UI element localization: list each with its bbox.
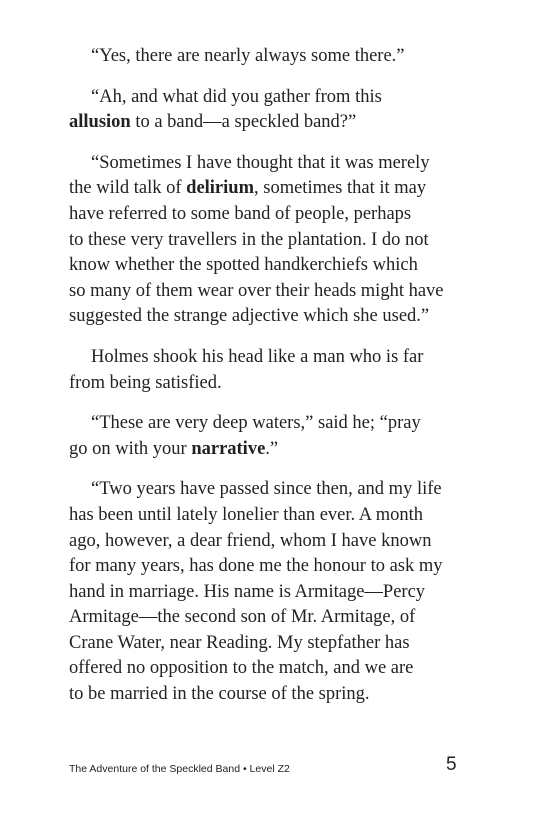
text-run: has been until lately lonelier than ever. A month <box>69 504 423 525</box>
text-run: so many of them wear over their heads might have <box>69 280 444 301</box>
text-run: for many years, has done me the honour to ask my <box>69 556 443 577</box>
vocabulary-word: delirium <box>186 178 254 199</box>
text-run: ago, however, a dear friend, whom I have known <box>69 530 432 551</box>
text-run: to these very travellers in the plantation. I do not <box>69 229 429 250</box>
page-number: 5 <box>446 754 457 775</box>
text-line <box>69 202 469 228</box>
paragraph <box>69 85 469 136</box>
text-run: have referred to some band of people, perhaps <box>69 203 412 224</box>
text-line <box>69 477 469 503</box>
text-line <box>69 682 469 708</box>
text-line <box>69 253 469 279</box>
text-line <box>69 437 469 463</box>
text-line <box>69 411 469 437</box>
paragraph <box>69 151 469 330</box>
text-line <box>69 656 469 682</box>
text-line <box>69 345 469 371</box>
text-run: go on with your <box>69 438 192 459</box>
text-run: hand in marriage. His name is Armitage—Percy <box>69 581 426 602</box>
text-run: Armitage—the second son of Mr. Armitage, of <box>69 607 416 628</box>
text-run: the wild talk of <box>69 178 187 199</box>
paragraph <box>69 411 469 462</box>
text-line <box>69 44 469 70</box>
text-line <box>69 176 469 202</box>
text-run: “Sometimes I have thought that it was merely <box>91 152 430 173</box>
text-line <box>69 605 469 631</box>
text-line <box>69 631 469 657</box>
text-line <box>69 371 469 397</box>
text-line <box>69 529 469 555</box>
text-run: “Ah, and what did you gather from this <box>91 86 382 107</box>
text-run: “Two years have passed since then, and my life <box>91 479 442 500</box>
text-run: , sometimes that it may <box>254 178 427 199</box>
text-run: “These are very deep waters,” said he; “pray <box>91 413 421 434</box>
text-run: “Yes, there are nearly always some there.” <box>91 46 405 66</box>
text-line <box>69 279 469 305</box>
text-run: Holmes shook his head like a man who is far <box>91 346 424 367</box>
text-line <box>69 503 469 529</box>
paragraph <box>69 44 469 70</box>
paragraph <box>69 477 469 707</box>
text-line <box>69 110 469 136</box>
text-run: to a band—a speckled band?” <box>130 112 357 133</box>
text-line <box>69 304 469 330</box>
text-run: offered no opposition to the match, and we are <box>69 658 414 679</box>
text-run: from being satisfied. <box>69 372 222 393</box>
text-run: Crane Water, near Reading. My stepfather has <box>69 632 410 653</box>
text-line <box>69 85 469 111</box>
vocabulary-word: narrative <box>191 438 266 459</box>
text-line <box>69 580 469 606</box>
vocabulary-word: allusion <box>69 112 131 133</box>
text-run: .” <box>265 438 279 459</box>
text-run: know whether the spotted handkerchiefs which <box>69 255 418 276</box>
body-text <box>69 44 469 723</box>
text-line <box>69 151 469 177</box>
text-line <box>69 554 469 580</box>
paragraph <box>69 345 469 396</box>
text-run: to be married in the course of the spring. <box>69 684 370 705</box>
text-line <box>69 228 469 254</box>
running-footer: The Adventure of the Speckled Band • Level Z2 <box>69 763 290 775</box>
text-run: suggested the strange adjective which she used.” <box>69 306 430 327</box>
